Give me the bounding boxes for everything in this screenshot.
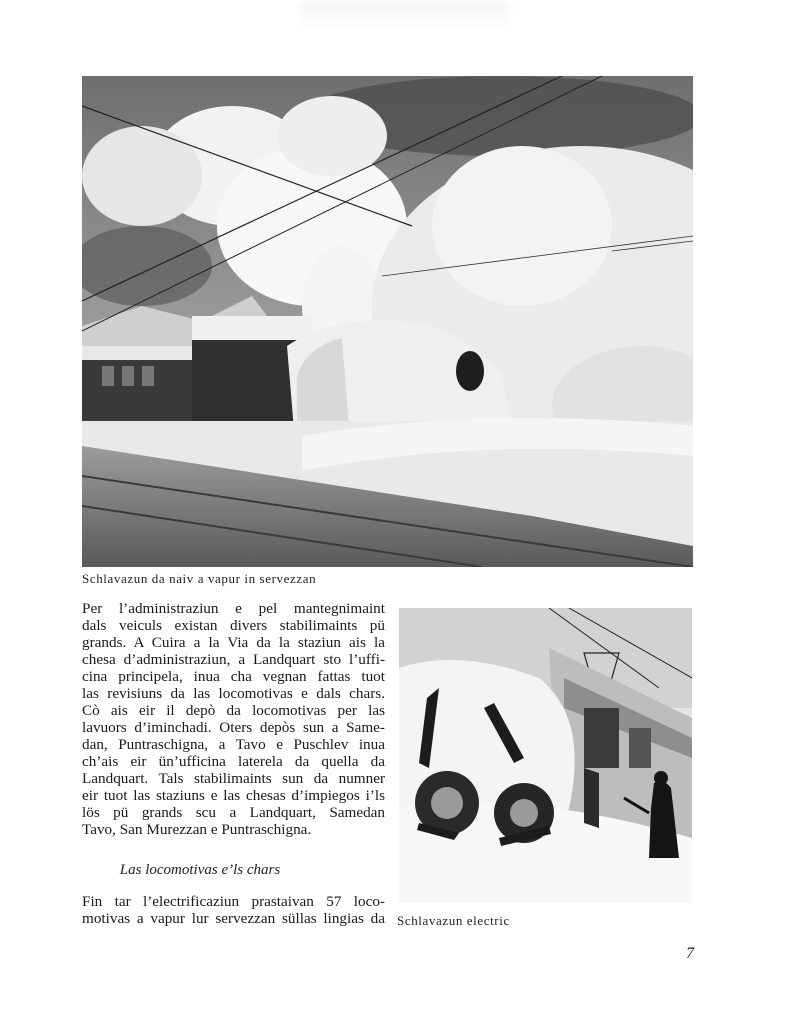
electric-snowplow-illustration (399, 608, 692, 903)
text-line: las revisiuns da las locomotivas e dals chars. (82, 685, 385, 702)
paragraph-locomotives (82, 893, 385, 927)
text-line: dals veiculs existan divers stabilimaints pü (82, 617, 385, 634)
steam-snowplow-photo (82, 76, 693, 567)
steam-snowplow-illustration (82, 76, 693, 567)
bleed-through-shadow (300, 2, 510, 32)
text-line: eir tuot las staziuns e las chesas d’impiegos i’ls (82, 787, 385, 804)
figure-caption-steam-snowplow: Schlavazun da naiv a vapur in servezzan (82, 571, 317, 586)
text-line: Per l’administraziun e pel mantegnimaint (82, 600, 385, 617)
text-line: lavuors d’iminchadi. Oters depòs sun a Same- (82, 719, 385, 736)
figure-caption-electric-snowplow: Schlavazun electric (397, 913, 510, 928)
text-line: lös pü grands scu a Landquart, Samedan (82, 804, 385, 821)
text-line: Fin tar l’electrificaziun prastaivan 57 loco- (82, 893, 385, 910)
text-line: Cò ais eir il depò da locomotivas per las (82, 702, 385, 719)
text-line: motivas a vapur lur servezzan süllas lingias da (82, 910, 385, 927)
text-line: grands. A Cuira a la Via da la staziun ais la (82, 634, 385, 651)
text-line: Tavo, San Murezzan e Puntraschigna. (82, 821, 312, 838)
text-line: dan, Puntraschigna, a Tavo e Puschlev inua (82, 736, 385, 753)
paragraph-administration (82, 600, 385, 838)
text-line: cina principela, inua cha vegnan fattas tuot (82, 668, 385, 685)
page-number: 7 (686, 945, 694, 962)
electric-snowplow-photo (399, 608, 692, 903)
text-line: chesa d’administraziun, a Landquart sto l’uffi- (82, 651, 385, 668)
text-line: ch’ais eir ün’ufficina laterela da quella da (82, 753, 385, 770)
section-heading: Las locomotivas e’ls chars (119, 862, 281, 878)
text-line: Landquart. Tals stabilimaints sun da numner (82, 770, 385, 787)
